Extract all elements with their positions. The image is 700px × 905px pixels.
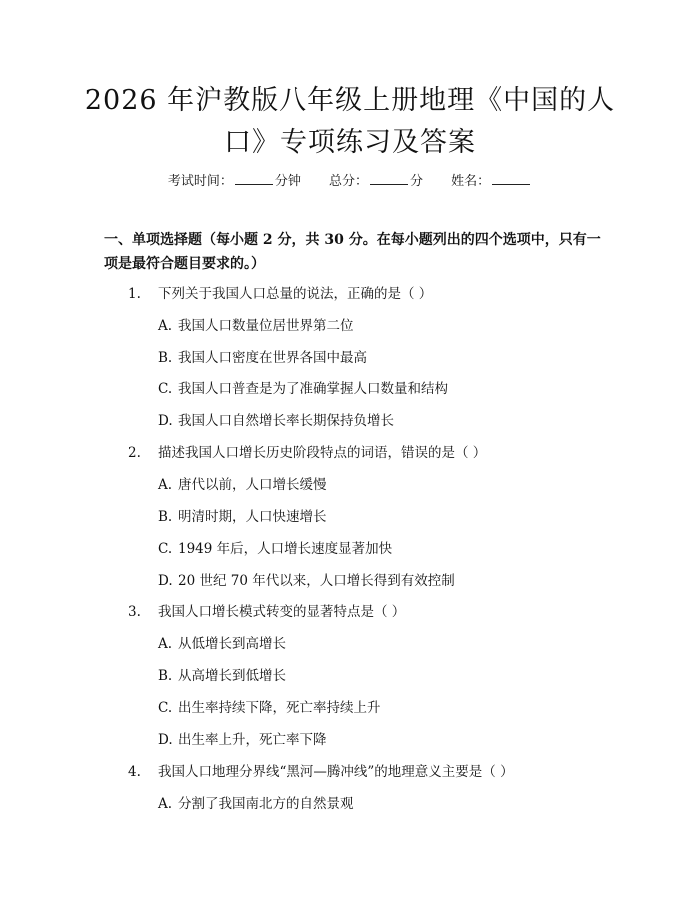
title-line-1: 2026 年沪教版八年级上册地理《中国的人 [84, 85, 616, 116]
option-1a [158, 314, 354, 334]
exam-name-blank [492, 170, 530, 185]
question-number: 1. [128, 286, 141, 302]
option-letter: B. [158, 668, 173, 684]
question-number: 2. [128, 445, 141, 461]
option-text: 从低增长到高增长 [178, 636, 286, 652]
question-2 [128, 441, 486, 461]
option-letter: D. [158, 413, 173, 429]
option-letter: A. [158, 796, 173, 812]
option-text: 明清时期，人口快速增长 [178, 509, 327, 525]
option-3c [158, 696, 381, 716]
exam-time-label: 考试时间： [167, 174, 233, 189]
option-letter: A. [158, 636, 173, 652]
option-text: 分割了我国南北方的自然景观 [178, 796, 354, 812]
option-1c [158, 377, 448, 397]
option-text: 我国人口自然增长率长期保持负增长 [178, 413, 394, 429]
question-text: 描述我国人口增长历史阶段特点的词语，错误的是（ ） [158, 445, 487, 461]
exam-name [451, 174, 532, 189]
option-text: 我国人口数量位居世界第二位 [178, 318, 354, 334]
option-3a [158, 632, 286, 652]
exam-info-line [0, 170, 700, 189]
document-title [60, 80, 640, 164]
option-text: 从高增长到低增长 [178, 668, 286, 684]
option-letter: B. [158, 509, 173, 525]
title-line-2: 口》专项练习及答案 [224, 127, 476, 158]
option-text: 我国人口普查是为了准确掌握人口数量和结构 [178, 381, 448, 397]
option-text: 20 世纪 70 年代以来，人口增长得到有效控制 [178, 573, 455, 589]
option-text: 唐代以前，人口增长缓慢 [178, 477, 327, 493]
option-letter: B. [158, 350, 173, 366]
question-text: 我国人口增长模式转变的显著特点是（ ） [158, 604, 406, 620]
exam-score [329, 174, 427, 189]
option-2c [158, 537, 392, 557]
option-letter: D. [158, 732, 173, 748]
option-2d [158, 569, 455, 589]
question-number: 3. [128, 604, 141, 620]
exam-score-blank [370, 170, 408, 185]
exam-time-blank [235, 170, 273, 185]
question-text: 下列关于我国人口总量的说法，正确的是（ ） [158, 286, 433, 302]
option-4a [158, 792, 354, 812]
option-letter: C. [158, 541, 173, 557]
option-1b [158, 346, 367, 366]
question-1 [128, 282, 432, 302]
option-text: 1949 年后，人口增长速度显著加快 [178, 541, 393, 557]
exam-score-label: 总分： [328, 174, 368, 189]
option-letter: C. [158, 700, 173, 716]
exam-time-unit: 分钟 [274, 174, 301, 189]
option-1d [158, 409, 394, 429]
option-2a [158, 473, 327, 493]
option-text: 我国人口密度在世界各国中最高 [178, 350, 367, 366]
option-letter: A. [158, 318, 173, 334]
option-2b [158, 505, 327, 525]
question-text: 我国人口地理分界线“黑河—腾冲线”的地理意义主要是（ ） [158, 764, 514, 780]
question-3 [128, 600, 405, 620]
question-number: 4. [128, 764, 141, 780]
option-text: 出生率持续下降，死亡率持续上升 [178, 700, 381, 716]
option-text: 出生率上升，死亡率下降 [178, 732, 327, 748]
section-heading: 一、单项选择题（每小题 2 分，共 30 分。在每小题列出的四个选项中，只有一项是最符合题目要求的。） [104, 232, 601, 272]
exam-score-unit: 分 [410, 174, 424, 189]
option-3d [158, 728, 327, 748]
option-3b [158, 664, 286, 684]
option-letter: C. [158, 381, 173, 397]
question-4 [128, 760, 514, 780]
exam-time [168, 174, 305, 189]
option-letter: A. [158, 477, 173, 493]
option-letter: D. [158, 573, 173, 589]
exam-name-label: 姓名： [451, 174, 491, 189]
